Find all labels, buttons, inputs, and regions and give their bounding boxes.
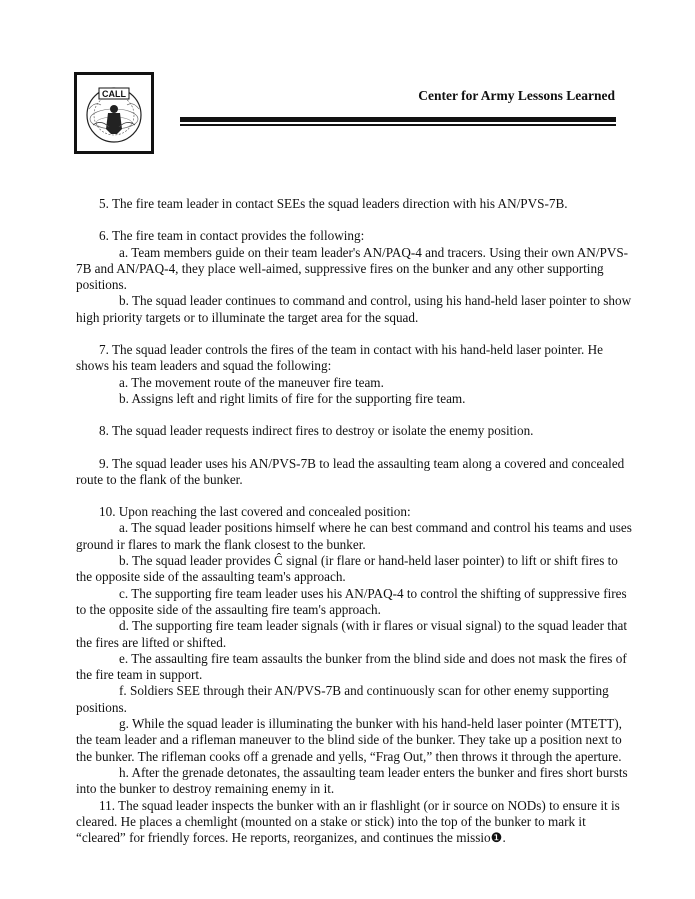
lettered-subparagraph: c. The supporting fire team leader uses his AN/PAQ-4 to control the shifting of suppressive fires to the opposite side of the assaulting fire team's approach. <box>76 585 627 617</box>
lettered-subparagraph: a. The movement route of the maneuver fire team. <box>119 374 384 390</box>
header-title: Center for Army Lessons Learned <box>418 88 615 103</box>
logo-text: CALL <box>102 89 126 99</box>
numbered-paragraph: 6. The fire team in contact provides the following: <box>99 228 365 244</box>
paragraph-gap <box>76 212 632 228</box>
lettered-subparagraph: a. Team members guide on their team leader's AN/PAQ-4 and tracers. Using their own AN/PVS-7B and AN/PAQ-4, they place well-aimed, suppressive fires on the bunker and any other supporting positions. <box>76 244 629 293</box>
lettered-subparagraph: b. Assigns left and right limits of fire for the supporting fire team. <box>119 390 466 406</box>
numbered-paragraph: 5. The fire team leader in contact SEEs the squad leaders direction with his AN/PVS-7B. <box>99 196 568 211</box>
paragraph-gap <box>76 488 632 504</box>
lettered-subparagraph: g. While the squad leader is illuminating the bunker with his hand-held laser pointer (MTETT), the team leader and a rifleman maneuver to the blind side of the bunker. They take up a position next to the bunker. The rifleman cooks off a grenade and yells, “Frag Out,” then throws it through the aperture. <box>76 716 622 764</box>
numbered-paragraph: 8. The squad leader requests indirect fires to destroy or isolate the enemy position. <box>99 423 534 439</box>
lettered-subparagraph: d. The supporting fire team leader signals (with ir flares or visual signal) to the squad leader that the fires are lifted or shifted. <box>76 618 628 650</box>
lettered-subparagraph: e. The assaulting fire team assaults the bunker from the blind side and does not mask the fires of the fire team in support. <box>76 650 627 683</box>
numbered-paragraph: 9. The squad leader uses his AN/PVS-7B to lead the assaulting team along a covered and concealed route to the flank of the bunker. <box>76 455 625 487</box>
header-rule-thin <box>180 124 616 126</box>
lettered-subparagraph: a. The squad leader positions himself where he can best command and control his teams and uses ground ir flares to mark the flank closest to the bunker. <box>76 520 632 552</box>
lettered-subparagraph: h. After the grenade detonates, the assaulting team leader enters the bunker and fires short bursts into the bunker to destroy remaining enemy in it. <box>76 764 628 797</box>
paragraph-gap <box>76 440 632 456</box>
call-emblem-icon <box>81 79 147 147</box>
document-body <box>76 196 632 846</box>
numbered-paragraph: 11. The squad leader inspects the bunker with an ir flashlight (or ir source on NODs) to ensure it is cleared. He places a chemlight (mounted on a stake or stick) into the top of the bunker to mark it “cleared” for friendly forces. He reports, reorganizes, and continues the missio❶. <box>76 797 620 846</box>
paragraph-gap <box>76 326 632 342</box>
call-logo <box>74 72 154 154</box>
lettered-subparagraph: f. Soldiers SEE through their AN/PVS-7B and continuously scan for other enemy supporting positions. <box>76 683 609 715</box>
numbered-paragraph: 7. The squad leader controls the fires of the team in contact with his hand-held laser pointer. He shows his team leaders and squad the following: <box>76 342 604 374</box>
lettered-subparagraph: b. The squad leader provides Ĉ signal (ir flare or hand-held laser pointer) to lift or shift fires to the opposite side of the assaulting team's approach. <box>76 553 618 585</box>
header-rule-thick <box>180 117 616 122</box>
lettered-subparagraph: b. The squad leader continues to command and control, using his hand-held laser pointer to show high priority targets or to illuminate the target area for the squad. <box>76 293 632 325</box>
numbered-paragraph: 10. Upon reaching the last covered and concealed position: <box>99 504 411 520</box>
paragraph-gap <box>76 407 632 423</box>
